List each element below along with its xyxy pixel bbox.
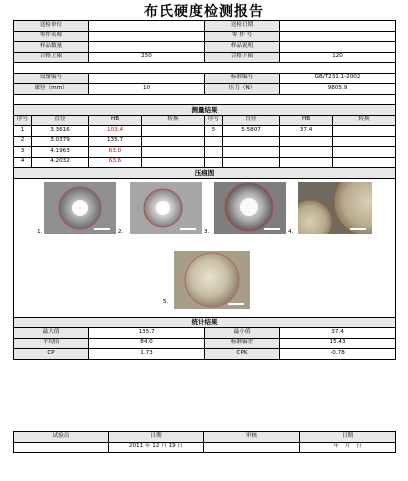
- cell: 3: [14, 147, 32, 158]
- cell: 5.5807: [223, 126, 280, 137]
- col-header: 序号: [14, 115, 32, 126]
- signature-table: [13, 431, 396, 453]
- upper-limit-label: 合格上限: [14, 52, 89, 63]
- unit-label: 送检单位: [14, 21, 89, 32]
- indentation-photo-1: [44, 182, 116, 234]
- cell: 3.3616: [32, 126, 89, 137]
- photo-label-2: 2.: [118, 228, 124, 235]
- col-header: 直径: [32, 115, 89, 126]
- cpk-label: CPK: [205, 349, 280, 360]
- cp-value: 1.73: [89, 349, 205, 360]
- col-header: HB: [280, 115, 333, 126]
- cell: [142, 147, 205, 158]
- cell: 63.0: [89, 147, 142, 158]
- report-title: 布氏硬度检测报告: [144, 4, 264, 20]
- min-value: 37.4: [280, 328, 396, 339]
- cell: 4: [14, 157, 32, 168]
- date-label: 日期: [109, 432, 204, 443]
- col-header: 转换: [333, 115, 396, 126]
- cell: 3.0379: [32, 136, 89, 147]
- cell: [333, 147, 396, 158]
- photo-label-3: 3.: [204, 228, 210, 235]
- cell: 135.7: [89, 136, 142, 147]
- desc-label: 样品说明: [205, 42, 280, 53]
- device-label: 设备编号: [14, 73, 89, 84]
- date-label: 送检日期: [205, 21, 280, 32]
- partno-label: 零 件 号: [205, 31, 280, 42]
- force-label: 压力（N）: [205, 84, 280, 95]
- cell: [333, 126, 396, 137]
- ball-label: 球径（mm）: [14, 84, 89, 95]
- date-label: 日期: [300, 432, 396, 443]
- lower-limit-value: 120: [280, 52, 396, 63]
- cell: [205, 147, 223, 158]
- cell: [223, 136, 280, 147]
- spacer-row: [14, 63, 396, 74]
- cell: [142, 126, 205, 137]
- photo-label-4: 4.: [288, 228, 294, 235]
- device-value: [89, 73, 205, 84]
- cell: [223, 157, 280, 168]
- qty-value: [89, 42, 205, 53]
- standard-label: 标准编号: [205, 73, 280, 84]
- upper-limit-value: 250: [89, 52, 205, 63]
- test-date-value: 2011 年 12 月 19 日: [109, 442, 204, 453]
- cell: [280, 157, 333, 168]
- ball-value: 10: [89, 84, 205, 95]
- max-label: 最大值: [14, 328, 89, 339]
- force-value: 9805.9: [280, 84, 396, 95]
- table-row: [14, 147, 396, 158]
- partno-value: [280, 31, 396, 42]
- avg-value: 84.0: [89, 338, 205, 349]
- cell: [205, 157, 223, 168]
- indentation-photo-2: [130, 182, 202, 234]
- avg-label: 平均值: [14, 338, 89, 349]
- min-label: 最小值: [205, 328, 280, 339]
- cell: [280, 136, 333, 147]
- results-section-title: 测量结果: [14, 105, 396, 116]
- cell: 4.1963: [32, 147, 89, 158]
- reviewer-label: 审核: [204, 432, 300, 443]
- indentation-photo-5: [174, 251, 250, 309]
- cell: 1: [14, 126, 32, 137]
- col-header: 序号: [205, 115, 223, 126]
- tester-label: 试验员: [14, 432, 109, 443]
- indentation-photo-3: [214, 182, 286, 234]
- part-value: [89, 31, 205, 42]
- cell: 4.2032: [32, 157, 89, 168]
- table-row: [14, 126, 396, 137]
- cpk-value: -0.78: [280, 349, 396, 360]
- cell: [223, 147, 280, 158]
- sd-value: 15.43: [280, 338, 396, 349]
- cell: [333, 136, 396, 147]
- cell: [142, 157, 205, 168]
- date-value: [280, 21, 396, 32]
- review-date-value: 年 月 日: [300, 442, 396, 453]
- cp-label: CP: [14, 349, 89, 360]
- cell: 5: [205, 126, 223, 137]
- spacer-row: [14, 94, 396, 105]
- qty-label: 样品数量: [14, 42, 89, 53]
- table-row: [14, 157, 396, 168]
- photo-label-1: 1.: [37, 228, 43, 235]
- desc-value: [280, 42, 396, 53]
- part-label: 零件名称: [14, 31, 89, 42]
- cell: [205, 136, 223, 147]
- cell: [142, 136, 205, 147]
- col-header: 转换: [142, 115, 205, 126]
- tester-value: [14, 442, 109, 453]
- reviewer-value: [204, 442, 300, 453]
- cell: [333, 157, 396, 168]
- press-section-title: 压痕图: [14, 168, 396, 179]
- cell: 103.4: [89, 126, 142, 137]
- col-header: HB: [89, 115, 142, 126]
- cell: 2: [14, 136, 32, 147]
- col-header: 直径: [223, 115, 280, 126]
- lower-limit-label: 合格下限: [205, 52, 280, 63]
- sd-label: 标准偏差: [205, 338, 280, 349]
- cell: 63.6: [89, 157, 142, 168]
- cell: 37.4: [280, 126, 333, 137]
- photo-label-5: 5.: [163, 298, 169, 305]
- indentation-photos: [14, 178, 396, 317]
- max-value: 135.7: [89, 328, 205, 339]
- table-row: [14, 136, 396, 147]
- stats-section-title: 统计结果: [14, 317, 396, 328]
- report-table: [13, 20, 396, 360]
- indentation-photo-4: [298, 182, 372, 234]
- unit-value: [89, 21, 205, 32]
- cell: [280, 147, 333, 158]
- standard-value: GB/T231.1-2002: [280, 73, 396, 84]
